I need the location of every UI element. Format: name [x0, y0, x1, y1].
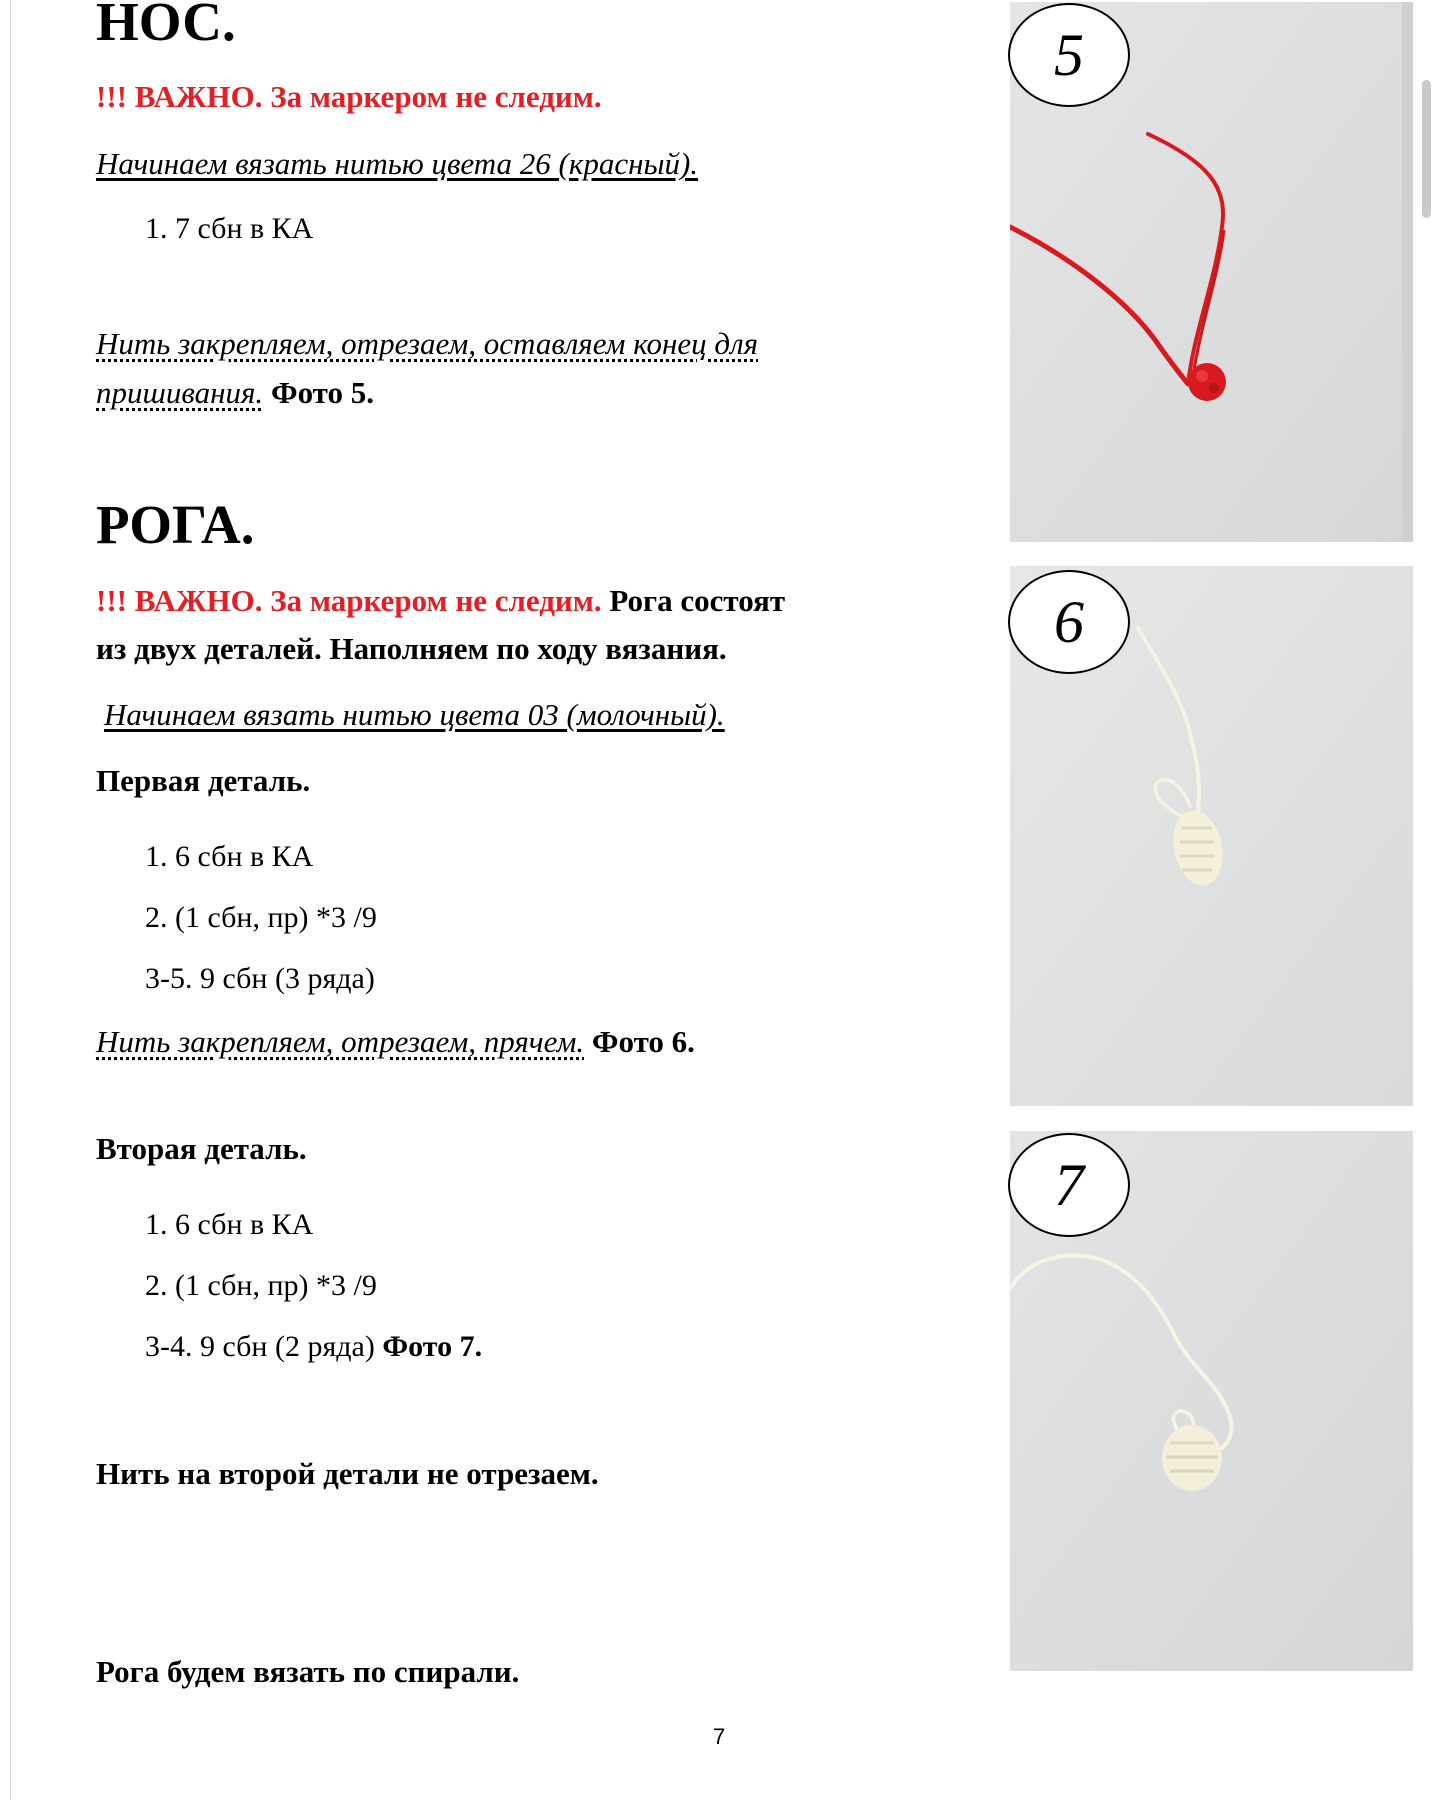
nose-warning: !!! ВАЖНО. За маркером не следим.: [96, 79, 602, 114]
section-heading-horns: РОГА.: [96, 494, 255, 555]
page-number: 7: [713, 1724, 726, 1749]
second-part-photo-ref: Фото 7.: [382, 1330, 483, 1363]
first-part-title: Первая деталь.: [96, 763, 311, 798]
second-part-row-3-line: [145, 1328, 482, 1366]
scrollbar-thumb[interactable]: [1422, 80, 1431, 218]
nose-finish-text-1: Нить закрепляем, отрезаем, оставляем конец для: [96, 326, 759, 361]
horns-note-part-1: Рога состоят: [609, 583, 786, 618]
horns-warning-line: [96, 582, 785, 621]
horns-warning: !!! ВАЖНО. За маркером не следим.: [96, 583, 602, 618]
thread-note: Нить на второй детали не отрезаем.: [96, 1456, 599, 1491]
second-part-row-1: 1. 6 сбн в КА: [145, 1208, 314, 1241]
nose-finish-line-1: [96, 325, 758, 364]
second-part-title: Вторая деталь.: [96, 1131, 307, 1166]
first-part-row-3: 3-5. 9 сбн (3 ряда): [145, 962, 375, 995]
first-part-row-1: 1. 6 сбн в КА: [145, 840, 314, 873]
horns-start-color: Начинаем вязать нитью цвета 03 (молочный).: [104, 697, 725, 732]
nose-finish-text-2: пришивания.: [96, 375, 264, 410]
nose-finish-line-2: [96, 374, 374, 413]
second-part-row-3: 3-4. 9 сбн (2 ряда): [145, 1330, 375, 1363]
horns-note-part-2: из двух деталей. Наполняем по ходу вязания.: [96, 631, 727, 666]
page-left-edge: [10, 0, 11, 1800]
first-part-photo-ref: Фото 6.: [591, 1024, 695, 1059]
first-part-finish: Нить закрепляем, отрезаем, прячем.: [96, 1024, 585, 1059]
first-part-row-2: 2. (1 сбн, пр) *3 /9: [145, 901, 377, 934]
nose-photo-ref: Фото 5.: [270, 375, 374, 410]
first-part-finish-line: [96, 1023, 695, 1062]
red-nose-piece: [1188, 363, 1226, 401]
photo-6-number-badge: 6: [1008, 570, 1130, 674]
section-heading-nose: НОС.: [96, 0, 236, 52]
nose-start-color: Начинаем вязать нитью цвета 26 (красный).: [96, 146, 699, 181]
photo-7-number-badge: 7: [1008, 1133, 1130, 1237]
photo-5-number-badge: 5: [1008, 3, 1130, 107]
nose-row-1: 1. 7 сбн в КА: [145, 212, 314, 245]
spiral-note: Рога будем вязать по спирали.: [96, 1654, 520, 1689]
second-part-row-2: 2. (1 сбн, пр) *3 /9: [145, 1269, 377, 1302]
